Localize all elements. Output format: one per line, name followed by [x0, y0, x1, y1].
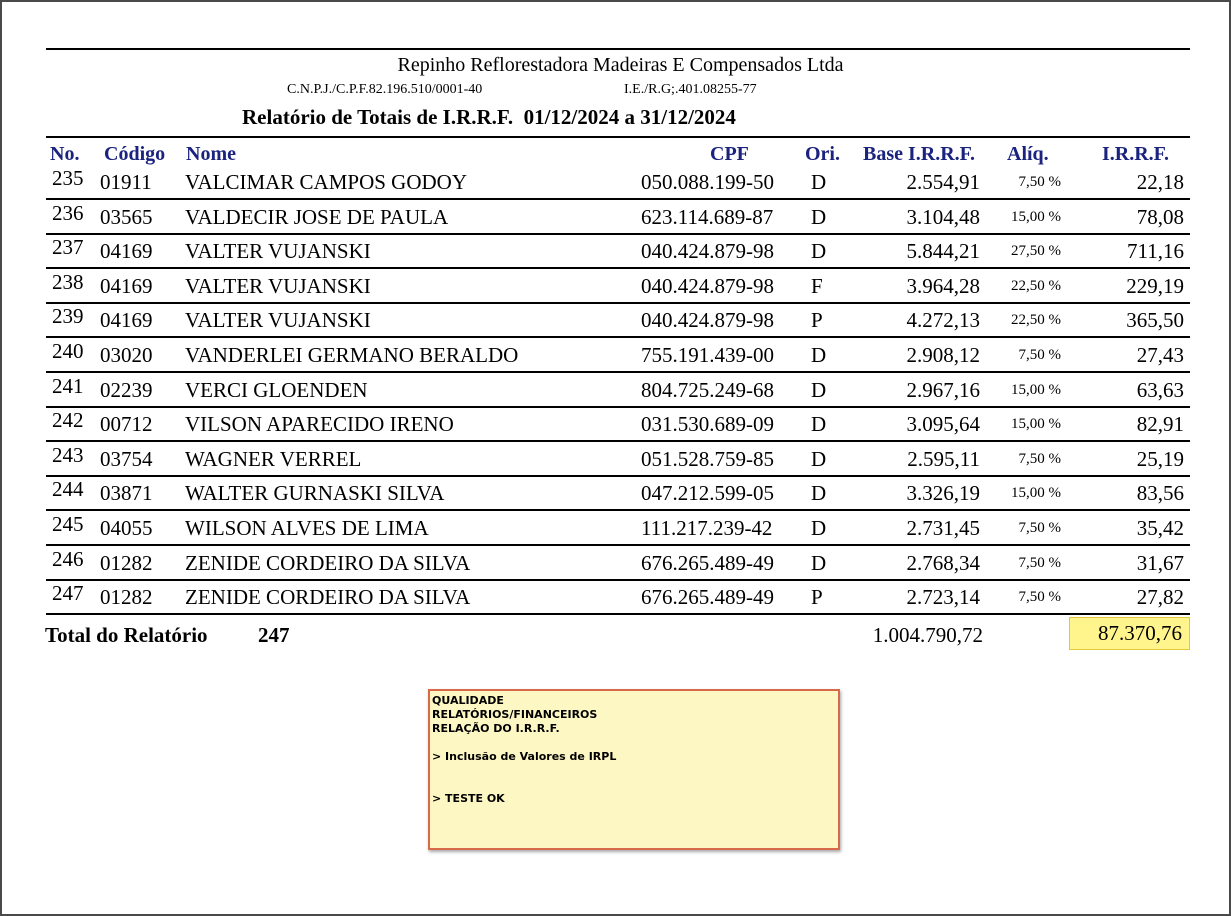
cell-aliq: 7,50 %	[1018, 589, 1061, 606]
cell-base: 2.731,45	[906, 516, 980, 540]
cell-nome: VALDECIR JOSE DE PAULA	[185, 204, 449, 229]
cell-codigo: 00712	[100, 412, 153, 437]
company-name	[2, 54, 1231, 77]
sticky-note[interactable]	[428, 689, 840, 850]
cell-cpf: 051.528.759-85	[641, 446, 774, 471]
cell-nome: WILSON ALVES DE LIMA	[185, 516, 429, 540]
cell-nome: VALTER VUJANSKI	[185, 239, 371, 264]
total-base: 1.004.790,72	[872, 623, 983, 647]
cell-codigo: 02239	[100, 377, 153, 402]
cell-no: 241	[52, 373, 84, 398]
table-row	[2, 373, 1231, 412]
row-rule	[46, 233, 1190, 235]
cell-nome: VERCI GLOENDEN	[185, 377, 368, 402]
cell-irrf: 31,67	[1136, 550, 1184, 575]
cnpj-text: C.N.P.J./C.P.F.82.196.510/0001-40	[287, 82, 483, 97]
cell-ori: P	[811, 308, 823, 333]
cell-codigo: 04055	[100, 516, 153, 540]
column-header-nome: Nome	[186, 143, 236, 165]
table-row	[2, 304, 1231, 342]
cell-irrf: 25,19	[1136, 446, 1184, 471]
cell-irrf: 35,42	[1136, 516, 1184, 540]
cell-base: 2.554,91	[906, 170, 980, 194]
top-rule	[46, 48, 1190, 50]
ie-text: I.E./R.G;.401.08255-77	[624, 82, 757, 97]
note-line: QUALIDADE	[432, 694, 504, 707]
cell-aliq: 22,50 %	[1011, 312, 1061, 329]
cell-no: 236	[52, 200, 84, 225]
table-row	[2, 512, 1231, 550]
table-row	[2, 408, 1231, 446]
cell-base: 2.908,12	[906, 343, 980, 367]
note-line: RELAÇÃO DO I.R.R.F.	[432, 722, 560, 735]
cell-cpf: 755.191.439-00	[641, 343, 774, 367]
cell-nome: VILSON APARECIDO IRENO	[185, 412, 454, 437]
cell-aliq: 15,00 %	[1011, 381, 1061, 398]
table-row	[2, 200, 1231, 239]
cell-no: 246	[52, 546, 84, 571]
cell-no: 235	[52, 166, 84, 190]
company-name-text: Repinho Reflorestadora Madeiras E Compensados Ltda	[397, 54, 844, 76]
total-label: Total do Relatório	[45, 623, 208, 647]
cell-ori: D	[811, 412, 827, 437]
cell-base: 4.272,13	[906, 308, 980, 333]
table-row	[2, 581, 1231, 619]
cell-aliq: 7,50 %	[1018, 174, 1061, 190]
cell-cpf: 050.088.199-50	[641, 170, 774, 194]
cell-nome: VALCIMAR CAMPOS GODOY	[185, 170, 467, 194]
cell-ori: D	[811, 550, 827, 575]
cell-cpf: 040.424.879-98	[641, 239, 774, 264]
row-rule	[46, 509, 1190, 511]
row-rule	[46, 579, 1190, 581]
column-header-codigo: Código	[104, 143, 166, 165]
column-header-cpf: CPF	[710, 143, 749, 165]
cell-no: 240	[52, 339, 84, 363]
cell-base: 3.104,48	[906, 204, 980, 229]
row-rule	[46, 544, 1190, 546]
table-row	[2, 339, 1231, 377]
cell-base: 3.964,28	[906, 273, 980, 298]
cell-aliq: 7,50 %	[1018, 554, 1061, 571]
cell-codigo: 04169	[100, 239, 153, 264]
note-line	[432, 736, 838, 750]
cell-no: 243	[52, 442, 84, 467]
row-rule	[46, 440, 1190, 442]
cell-ori: D	[811, 516, 827, 540]
cell-base: 5.844,21	[906, 239, 980, 264]
table-row	[2, 477, 1231, 515]
cell-ori: F	[811, 273, 823, 298]
cell-ori: D	[811, 481, 827, 506]
cell-cpf: 040.424.879-98	[641, 273, 774, 298]
row-rule	[46, 406, 1190, 408]
cell-aliq: 27,50 %	[1011, 243, 1061, 260]
cell-cpf: 031.530.689-09	[641, 412, 774, 437]
cell-aliq: 22,50 %	[1011, 277, 1061, 294]
cell-nome: ZENIDE CORDEIRO DA SILVA	[185, 585, 471, 610]
cell-irrf: 63,63	[1136, 377, 1184, 402]
cell-irrf: 27,82	[1136, 585, 1184, 610]
cell-cpf: 111.217.239-42	[641, 516, 773, 540]
cell-codigo: 03565	[100, 204, 153, 229]
cell-aliq: 7,50 %	[1018, 347, 1061, 363]
cell-nome: ZENIDE CORDEIRO DA SILVA	[185, 550, 471, 575]
cell-aliq: 7,50 %	[1018, 450, 1061, 467]
table-row	[2, 442, 1231, 481]
cell-codigo: 03754	[100, 446, 153, 471]
note-line	[432, 778, 838, 792]
table-row	[2, 546, 1231, 585]
cell-codigo: 01282	[100, 585, 153, 610]
row-rule	[46, 371, 1190, 373]
cell-nome: VANDERLEI GERMANO BERALDO	[185, 343, 519, 367]
column-header-ori: Ori.	[805, 143, 840, 165]
cell-aliq: 15,00 %	[1011, 485, 1061, 502]
cell-cpf: 047.212.599-05	[641, 481, 774, 506]
report-title: Relatório de Totais de I.R.R.F. 01/12/2024 a 31/12/2024	[242, 105, 736, 129]
cell-no: 245	[52, 512, 84, 536]
cell-irrf: 78,08	[1136, 204, 1184, 229]
cell-nome: WALTER GURNASKI SILVA	[185, 481, 445, 506]
cell-nome: VALTER VUJANSKI	[185, 308, 371, 333]
cell-ori: D	[811, 239, 827, 264]
cell-irrf: 27,43	[1136, 343, 1184, 367]
header-rule	[46, 136, 1190, 138]
total-irrf-highlight: 87.370,76	[1069, 617, 1190, 650]
row-rule	[46, 613, 1190, 615]
cell-codigo: 01282	[100, 550, 153, 575]
cell-base: 3.326,19	[906, 481, 980, 506]
column-header-base: Base I.R.R.F.	[863, 143, 976, 165]
cell-codigo: 01911	[100, 170, 152, 194]
cell-aliq: 15,00 %	[1011, 208, 1061, 225]
cell-ori: D	[811, 343, 827, 367]
row-rule	[46, 336, 1190, 338]
cell-base: 2.595,11	[907, 446, 980, 471]
cell-codigo: 03020	[100, 343, 153, 367]
cell-no: 239	[52, 304, 84, 329]
cell-cpf: 040.424.879-98	[641, 308, 774, 333]
note-line: > TESTE OK	[432, 792, 505, 805]
note-line: > Inclusão de Valores de IRPL	[432, 750, 617, 763]
cell-base: 3.095,64	[906, 412, 980, 437]
cell-base: 2.723,14	[906, 585, 980, 610]
cell-irrf: 82,91	[1136, 412, 1184, 437]
cell-cpf: 676.265.489-49	[641, 550, 774, 575]
cell-ori: D	[811, 377, 827, 402]
note-line: RELATÓRIOS/FINANCEIROS	[432, 708, 598, 721]
column-header-aliq: Alíq.	[1007, 143, 1049, 165]
cell-no: 238	[52, 269, 84, 294]
column-header-no: No.	[50, 143, 80, 165]
cell-ori: D	[811, 446, 827, 471]
row-rule	[46, 302, 1190, 304]
cell-base: 2.967,16	[906, 377, 980, 402]
cell-irrf: 711,16	[1127, 239, 1184, 264]
cell-cpf: 623.114.689-87	[641, 204, 774, 229]
row-rule	[46, 198, 1190, 200]
cell-ori: D	[811, 204, 827, 229]
cell-irrf: 83,56	[1136, 481, 1184, 506]
cell-cpf: 676.265.489-49	[641, 585, 774, 610]
note-line	[432, 764, 838, 778]
row-rule	[46, 267, 1190, 269]
cell-no: 247	[52, 581, 84, 606]
cell-aliq: 15,00 %	[1011, 416, 1061, 433]
column-header-irrf: I.R.R.F.	[1102, 143, 1170, 165]
table-row	[2, 166, 1231, 204]
cell-codigo: 03871	[100, 481, 153, 506]
table-row	[2, 235, 1231, 273]
cell-ori: P	[811, 585, 823, 610]
cell-irrf: 365,50	[1126, 308, 1184, 333]
cell-codigo: 04169	[100, 308, 153, 333]
cell-nome: WAGNER VERREL	[185, 446, 362, 471]
row-rule	[46, 475, 1190, 477]
cell-ori: D	[811, 170, 827, 194]
cell-no: 244	[52, 477, 84, 502]
total-count: 247	[258, 623, 290, 647]
cell-irrf: 229,19	[1126, 273, 1184, 298]
cell-aliq: 7,50 %	[1018, 520, 1061, 536]
cell-no: 242	[52, 408, 84, 433]
cell-codigo: 04169	[100, 273, 153, 298]
cell-nome: VALTER VUJANSKI	[185, 273, 371, 298]
cell-no: 237	[52, 235, 84, 260]
cell-irrf: 22,18	[1136, 170, 1184, 194]
table-row	[2, 269, 1231, 308]
cell-base: 2.768,34	[906, 550, 980, 575]
cell-cpf: 804.725.249-68	[641, 377, 774, 402]
